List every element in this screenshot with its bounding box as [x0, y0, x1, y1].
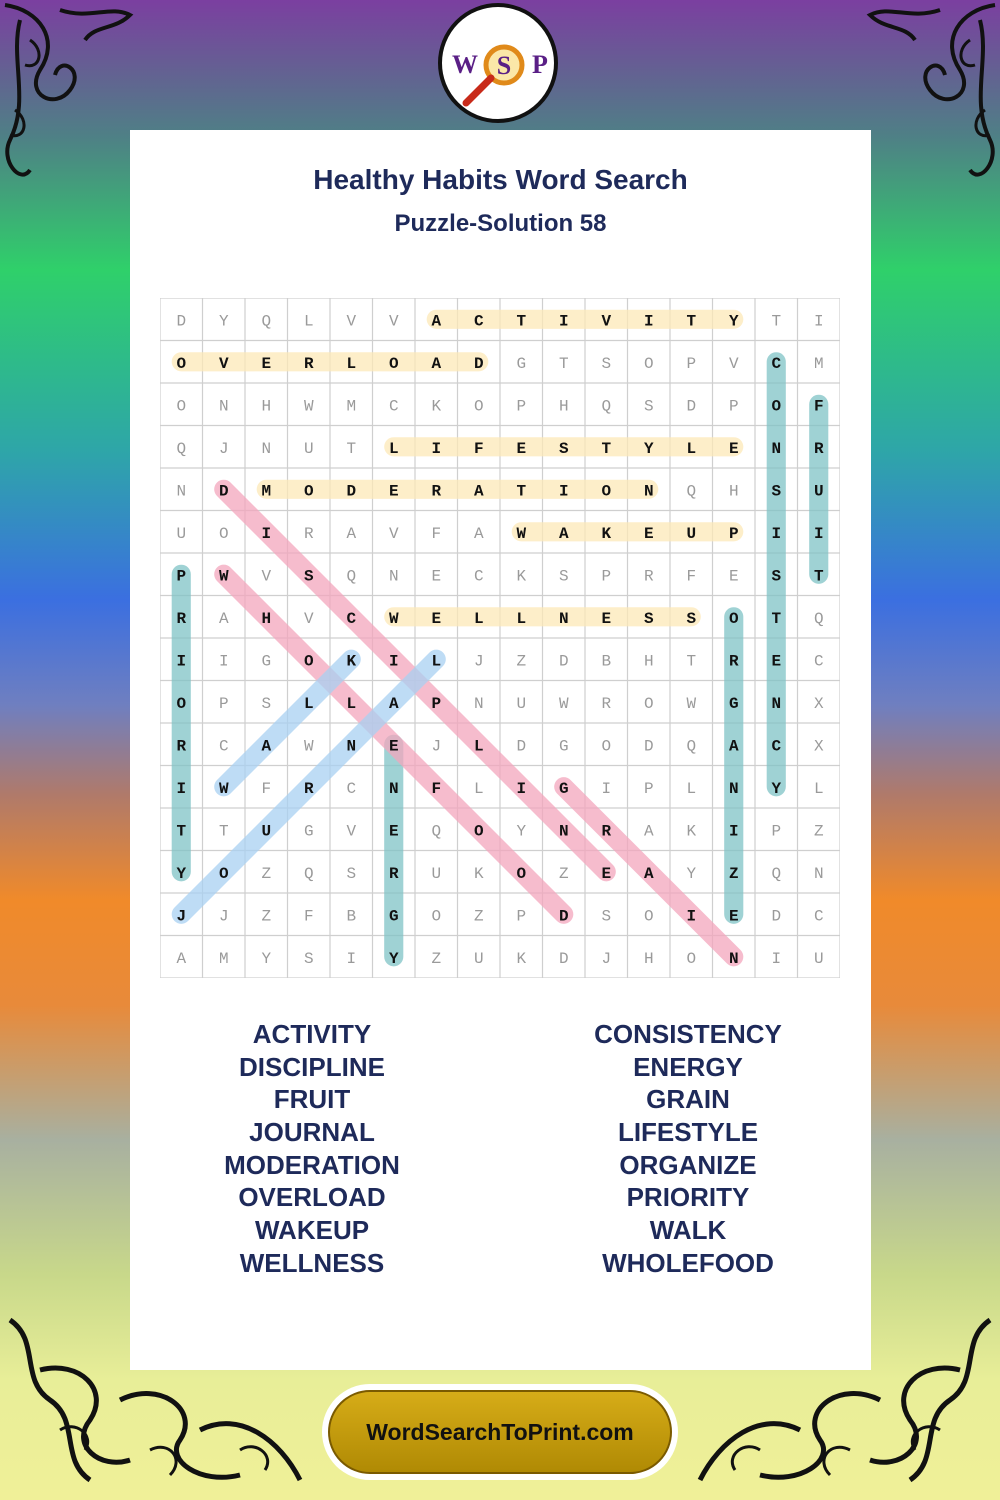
grid-letter: N [558, 822, 569, 841]
grid-letter: E [728, 439, 739, 458]
grid-letter: P [728, 397, 739, 416]
grid-letter: V [218, 354, 229, 373]
grid-letter: W [558, 694, 569, 713]
grid-letter: W [303, 397, 314, 416]
grid-letter: I [771, 949, 782, 968]
grid-letter: L [516, 609, 527, 628]
grid-letter: V [346, 822, 357, 841]
grid-letter: S [303, 567, 314, 586]
grid-letter: Y [261, 949, 272, 968]
grid-letter: R [303, 354, 314, 373]
grid-letter: C [218, 737, 229, 756]
grid-letter: L [473, 737, 484, 756]
grid-letter: W [686, 694, 697, 713]
grid-letter: K [431, 397, 442, 416]
grid-letter: C [771, 354, 782, 373]
logo-letter-p: P [532, 50, 548, 79]
word-list-item: WHOLEFOOD [602, 1247, 774, 1278]
grid-letter: Q [346, 567, 357, 586]
grid-letter: N [176, 482, 187, 501]
grid-letter: U [303, 439, 314, 458]
grid-letter: T [686, 652, 697, 671]
grid-letter: Y [516, 822, 527, 841]
grid-letter: K [346, 652, 357, 671]
grid-letter: R [176, 609, 187, 628]
grid-letter: U [516, 694, 527, 713]
grid-letter: U [431, 864, 442, 883]
grid-letter: Y [176, 864, 187, 883]
grid-letter: Z [261, 864, 272, 883]
word-list-item: GRAIN [646, 1084, 730, 1115]
grid-letter: R [643, 567, 654, 586]
grid-letter: I [388, 652, 399, 671]
grid-letter: O [643, 354, 654, 373]
grid-letter: F [473, 439, 484, 458]
grid-letter: G [558, 737, 569, 756]
grid-letter: I [176, 652, 187, 671]
grid-letter: Q [601, 397, 612, 416]
grid-letter: S [303, 949, 314, 968]
grid-letter: F [431, 524, 442, 543]
word-list-item: ORGANIZE [619, 1149, 757, 1180]
grid-letter: A [346, 524, 357, 543]
grid-letter: J [601, 949, 612, 968]
grid-letter: Q [261, 312, 272, 331]
grid-letter: J [218, 439, 229, 458]
grid-letter: Z [516, 652, 527, 671]
grid-letter: A [176, 949, 187, 968]
grid-letter: E [643, 524, 654, 543]
magnifier-icon [442, 7, 554, 119]
grid-letter: G [558, 779, 569, 798]
grid-letter: I [431, 439, 442, 458]
grid-letter: E [771, 652, 782, 671]
grid-letter: S [686, 609, 697, 628]
grid-letter: A [431, 312, 442, 331]
grid-letter: B [601, 652, 612, 671]
grid-letter: O [686, 949, 697, 968]
grid-letter: R [813, 439, 824, 458]
grid-letter: O [218, 864, 229, 883]
grid-letter: I [218, 652, 229, 671]
grid-letter: J [431, 737, 442, 756]
grid-letter: O [473, 822, 484, 841]
grid-letter: D [176, 312, 187, 331]
grid-letter: I [516, 779, 527, 798]
grid-letter: L [686, 779, 697, 798]
grid-letter: V [303, 609, 314, 628]
grid-letter: V [388, 524, 399, 543]
grid-letter: A [558, 524, 569, 543]
grid-letter: L [431, 652, 442, 671]
word-search-grid [160, 298, 840, 978]
grid-letter: U [686, 524, 697, 543]
grid-letter: L [346, 694, 357, 713]
grid-letter: A [218, 609, 229, 628]
grid-letter: J [473, 652, 484, 671]
grid-letter: D [643, 737, 654, 756]
grid-letter: H [643, 652, 654, 671]
grid-letter: A [473, 482, 484, 501]
grid-letter: X [813, 694, 824, 713]
grid-letter: O [303, 482, 314, 501]
grid-letter: P [601, 567, 612, 586]
grid-letter: P [728, 524, 739, 543]
grid-letter: V [261, 567, 272, 586]
grid-letter: P [516, 397, 527, 416]
grid-letter: D [516, 737, 527, 756]
grid-letter: E [388, 737, 399, 756]
grid-letter: R [388, 864, 399, 883]
grid-letter: S [558, 567, 569, 586]
grid-letter: C [771, 737, 782, 756]
grid-letter: I [813, 524, 824, 543]
grid-letter: Z [261, 907, 272, 926]
grid-letter: D [686, 397, 697, 416]
grid-letter: S [601, 354, 612, 373]
grid-letter: G [303, 822, 314, 841]
grid-letter: L [303, 312, 314, 331]
grid-letter: R [303, 524, 314, 543]
grid-letter: F [686, 567, 697, 586]
grid-letter: O [473, 397, 484, 416]
grid-letter: C [813, 652, 824, 671]
grid-letter: G [516, 354, 527, 373]
grid-letter: Q [176, 439, 187, 458]
grid-letter: E [388, 482, 399, 501]
grid-letter: U [813, 949, 824, 968]
grid-letter: I [558, 312, 569, 331]
grid-letter: G [388, 907, 399, 926]
grid-letter: R [431, 482, 442, 501]
grid-letter: T [516, 482, 527, 501]
grid-letter: K [601, 524, 612, 543]
grid-letter: X [813, 737, 824, 756]
grid-letter: G [261, 652, 272, 671]
grid-letter: S [771, 482, 782, 501]
word-list-item: ENERGY [633, 1051, 743, 1082]
grid-letter: U [261, 822, 272, 841]
grid-letter: K [686, 822, 697, 841]
grid-letter: H [261, 397, 272, 416]
grid-letter: U [473, 949, 484, 968]
grid-letter: K [516, 949, 527, 968]
grid-letter: O [601, 482, 612, 501]
grid-letter: D [558, 907, 569, 926]
grid-letter: C [346, 609, 357, 628]
grid-letter: Y [686, 864, 697, 883]
grid-letter: E [601, 609, 612, 628]
grid-letter: V [346, 312, 357, 331]
grid-letter: S [601, 907, 612, 926]
grid-letter: C [473, 567, 484, 586]
grid-letter: I [176, 779, 187, 798]
grid-letter: C [346, 779, 357, 798]
word-list-item: DISCIPLINE [239, 1051, 385, 1082]
grid-letter: L [813, 779, 824, 798]
grid-letter: T [218, 822, 229, 841]
grid-letter: K [473, 864, 484, 883]
grid-letter: Z [431, 949, 442, 968]
grid-letter: I [558, 482, 569, 501]
grid-letter: A [473, 524, 484, 543]
grid-letter: N [643, 482, 654, 501]
grid-canvas [160, 298, 840, 978]
word-list-item: WELLNESS [239, 1247, 385, 1278]
grid-letter: S [643, 609, 654, 628]
grid-letter: O [303, 652, 314, 671]
grid-letter: Q [303, 864, 314, 883]
grid-letter: D [558, 949, 569, 968]
grid-letter: O [388, 354, 399, 373]
grid-letter: Q [431, 822, 442, 841]
grid-letter: Q [813, 609, 824, 628]
grid-letter: I [771, 524, 782, 543]
grid-letter: M [261, 482, 272, 501]
grid-letter: P [686, 354, 697, 373]
grid-letter: Y [728, 312, 739, 331]
grid-letter: A [388, 694, 399, 713]
grid-letter: D [218, 482, 229, 501]
grid-letter: M [813, 354, 824, 373]
grid-letter: S [643, 397, 654, 416]
grid-letter: U [176, 524, 187, 543]
site-link[interactable]: WordSearchToPrint.com [328, 1390, 672, 1474]
grid-letter: A [643, 822, 654, 841]
grid-letter: W [303, 737, 314, 756]
grid-letter: P [176, 567, 187, 586]
grid-letter: C [473, 312, 484, 331]
grid-letter: I [686, 907, 697, 926]
grid-letter: Y [643, 439, 654, 458]
grid-letter: T [176, 822, 187, 841]
wsp-logo [438, 3, 558, 123]
grid-letter: A [261, 737, 272, 756]
grid-letter: F [261, 779, 272, 798]
grid-letter: R [303, 779, 314, 798]
grid-letter: E [431, 567, 442, 586]
grid-letter: P [218, 694, 229, 713]
grid-letter: O [176, 694, 187, 713]
grid-letter: N [346, 737, 357, 756]
grid-letter: N [728, 779, 739, 798]
grid-letter: Z [558, 864, 569, 883]
word-list-left [132, 1018, 492, 1280]
grid-letter: Q [686, 482, 697, 501]
grid-letter: O [728, 609, 739, 628]
grid-letter: O [643, 907, 654, 926]
grid-letter: Z [728, 864, 739, 883]
word-list-item: FRUIT [273, 1084, 351, 1115]
grid-letter: D [771, 907, 782, 926]
grid-letter: N [771, 694, 782, 713]
word-list-item: CONSISTENCY [594, 1019, 782, 1049]
grid-letter: V [728, 354, 739, 373]
grid-letter: V [388, 312, 399, 331]
grid-letter: U [813, 482, 824, 501]
logo-letter-w: W [452, 50, 478, 79]
page-subtitle: Puzzle-Solution 58 [394, 210, 607, 237]
grid-letter: D [473, 354, 484, 373]
grid-letter: O [643, 694, 654, 713]
grid-letter: Q [686, 737, 697, 756]
grid-letter: P [431, 694, 442, 713]
word-list-item: LIFESTYLE [617, 1117, 759, 1148]
grid-letter: S [771, 567, 782, 586]
grid-letter: N [388, 567, 399, 586]
grid-letter: D [558, 652, 569, 671]
grid-letter: Z [813, 822, 824, 841]
grid-letter: Y [218, 312, 229, 331]
grid-letter: L [388, 439, 399, 458]
grid-letter: T [771, 312, 782, 331]
word-list-item: MODERATION [224, 1149, 400, 1180]
grid-letter: L [303, 694, 314, 713]
grid-letter: T [813, 567, 824, 586]
grid-letter: E [516, 439, 527, 458]
grid-letter: I [728, 822, 739, 841]
grid-letter: T [558, 354, 569, 373]
grid-letter: R [176, 737, 187, 756]
grid-letter: N [728, 949, 739, 968]
grid-letter: H [728, 482, 739, 501]
grid-letter: E [728, 567, 739, 586]
grid-letter: J [218, 907, 229, 926]
word-list-item: WALK [649, 1215, 727, 1246]
grid-letter: N [261, 439, 272, 458]
grid-letter: V [601, 312, 612, 331]
grid-letter: S [346, 864, 357, 883]
grid-letter: E [431, 609, 442, 628]
grid-letter: L [686, 439, 697, 458]
grid-letter: Y [771, 779, 782, 798]
grid-letter: W [388, 609, 399, 628]
grid-letter: O [601, 737, 612, 756]
page-title: Healthy Habits Word Search [313, 164, 688, 195]
grid-letter: O [516, 864, 527, 883]
word-list-item: WAKEUP [254, 1215, 370, 1246]
grid-letter: N [473, 694, 484, 713]
grid-letter: L [346, 354, 357, 373]
word-list-right [508, 1018, 868, 1280]
word-list-item: PRIORITY [626, 1182, 750, 1213]
grid-letter: N [388, 779, 399, 798]
grid-letter: T [346, 439, 357, 458]
grid-letter: I [643, 312, 654, 331]
grid-letter: I [601, 779, 612, 798]
grid-letter: N [813, 864, 824, 883]
grid-letter: N [558, 609, 569, 628]
grid-letter: T [601, 439, 612, 458]
grid-letter: A [728, 737, 739, 756]
grid-letter: O [431, 907, 442, 926]
word-list-item: ACTIVITY [252, 1019, 372, 1049]
grid-letter: C [813, 907, 824, 926]
grid-letter: S [558, 439, 569, 458]
grid-letter: I [261, 524, 272, 543]
corner-ornament-top-right [850, 0, 1000, 200]
grid-letter: W [516, 524, 527, 543]
grid-letter: Q [771, 864, 782, 883]
grid-letter: C [388, 397, 399, 416]
grid-letter: T [516, 312, 527, 331]
grid-letter: Y [388, 949, 399, 968]
grid-letter: H [558, 397, 569, 416]
grid-letter: B [346, 907, 357, 926]
word-list-item: JOURNAL [249, 1117, 375, 1148]
grid-letter: O [218, 524, 229, 543]
grid-letter: D [346, 482, 357, 501]
grid-letter: F [303, 907, 314, 926]
grid-letter: W [218, 779, 229, 798]
grid-letter: K [516, 567, 527, 586]
grid-letter: F [813, 397, 824, 416]
grid-letter: Z [473, 907, 484, 926]
grid-letter: L [473, 779, 484, 798]
grid-letter: I [346, 949, 357, 968]
grid-letter: M [218, 949, 229, 968]
word-list-item: OVERLOAD [238, 1182, 386, 1213]
grid-letter: H [643, 949, 654, 968]
grid-letter: J [176, 907, 187, 926]
grid-letter: E [388, 822, 399, 841]
grid-letter: N [771, 439, 782, 458]
grid-letter: T [686, 312, 697, 331]
corner-ornament-top-left [0, 0, 150, 200]
grid-letter: F [431, 779, 442, 798]
grid-letter: E [728, 907, 739, 926]
grid-letter: P [516, 907, 527, 926]
grid-letter: E [601, 864, 612, 883]
grid-letter: O [771, 397, 782, 416]
grid-letter: R [728, 652, 739, 671]
grid-letter: A [643, 864, 654, 883]
grid-letter: O [176, 397, 187, 416]
grid-letter: T [771, 609, 782, 628]
grid-letter: R [601, 694, 612, 713]
grid-letter: O [176, 354, 187, 373]
grid-letter: M [346, 397, 357, 416]
grid-letter: G [728, 694, 739, 713]
grid-letter: P [771, 822, 782, 841]
logo-letter-s: S [496, 51, 512, 80]
grid-letter: N [218, 397, 229, 416]
grid-letter: P [643, 779, 654, 798]
grid-letter: L [473, 609, 484, 628]
grid-letter: H [261, 609, 272, 628]
grid-letter: A [431, 354, 442, 373]
grid-letter: E [261, 354, 272, 373]
grid-letter: R [601, 822, 612, 841]
grid-letter: S [261, 694, 272, 713]
grid-letter: W [218, 567, 229, 586]
grid-letter: I [813, 312, 824, 331]
